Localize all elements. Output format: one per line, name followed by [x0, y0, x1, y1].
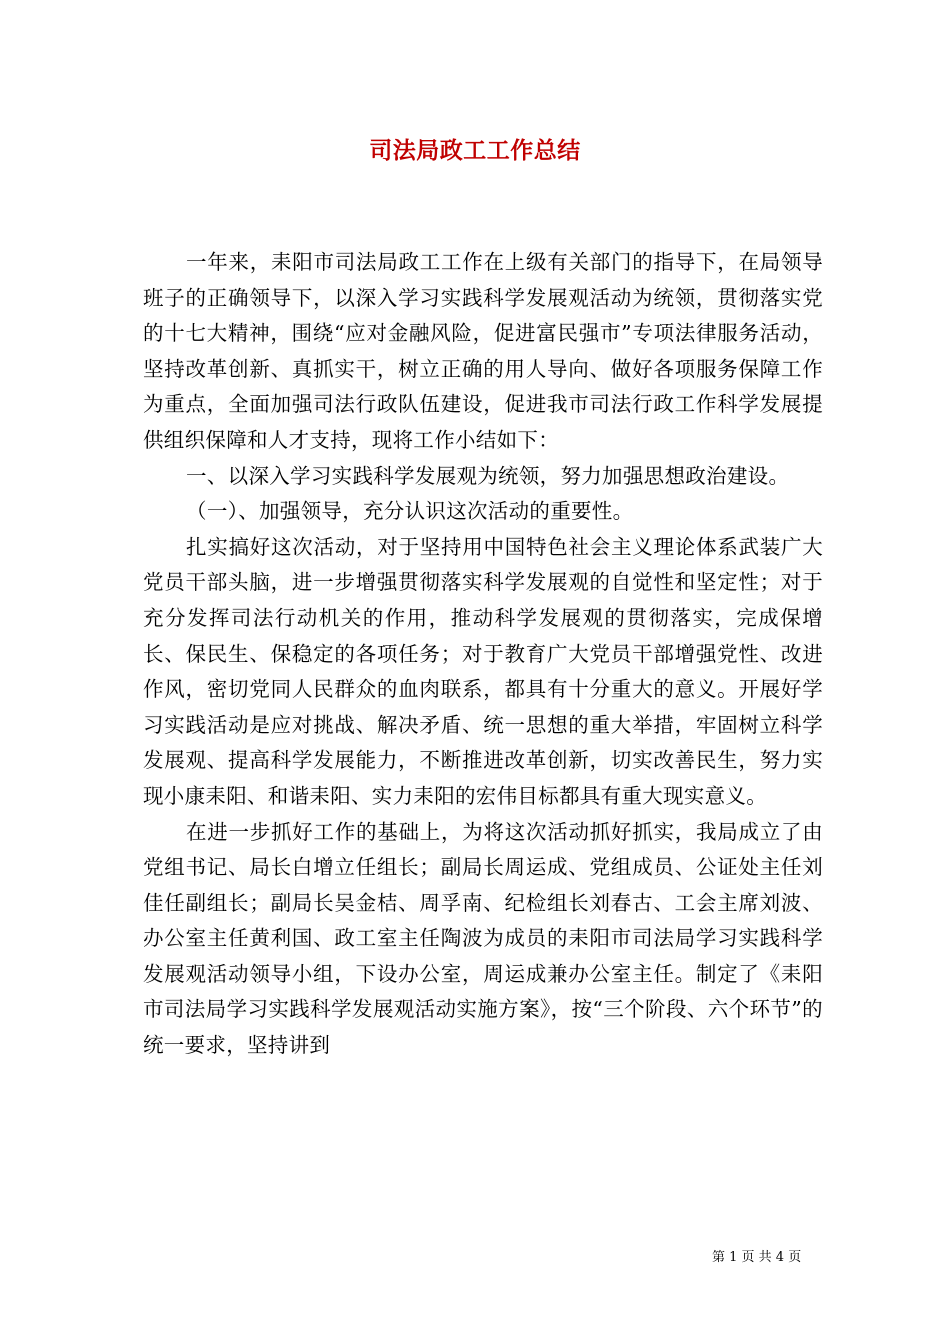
paragraph-intro: 一年来，耒阳市司法局政工工作在上级有关部门的指导下，在局领导班子的正确领导下，以深入学习实践科学发展观活动为统领，贯彻落实党的十七大精神，围绕“应对金融风险，促进富民强市”专项法律服务活动，坚持改革创新、真抓实干，树立正确的用人导向、做好各项服务保障工作为重点，全面加强司法行政队伍建设，促进我市司法行政工作科学发展提供组织保障和人才支持，现将工作小结如下：: [143, 250, 823, 452]
page-number-footer: 第 1 页 共 4 页: [712, 1250, 802, 1265]
document-body: [143, 245, 823, 1064]
paragraph-leadership-group: 在进一步抓好工作的基础上，为将这次活动抓好抓实，我局成立了由党组书记、局长白增立任组长；副局长周运成、党组成员、公证处主任刘佳任副组长；副局长吴金桔、周孚南、纪检组长刘春古、工会主席刘波、办公室主任黄利国、政工室主任陶波为成员的耒阳市司法局学习实践科学发展观活动领导小组，下设办公室，周运成兼办公室主任。制定了《耒阳市司法局学习实践科学发展观活动实施方案》，按“三个阶段、六个环节”的统一要求，坚持讲到: [143, 819, 823, 1058]
paragraph-significance: 扎实搞好这次活动，对于坚持用中国特色社会主义理论体系武装广大党员干部头脑，进一步增强贯彻落实科学发展观的自觉性和坚定性；对于充分发挥司法行动机关的作用，推动科学发展观的贯彻落实，完成保增长、保民生、保稳定的各项任务；对于教育广大党员干部增强党性、改进作风，密切党同人民群众的血肉联系，都具有十分重大的意义。开展好学习实践活动是应对挑战、解决矛盾、统一思想的重大举措，牢固树立科学发展观、提高科学发展能力，不断推进改革创新，切实改善民生，努力实现小康耒阳、和谐耒阳、实力耒阳的宏伟目标都具有重大现实意义。: [143, 534, 823, 808]
document-title: 司法局政工工作总结: [369, 137, 581, 164]
subsection-heading-1: （一）、加强领导，充分认识这次活动的重要性。: [186, 499, 634, 524]
section-heading-1: 一、以深入学习实践科学发展观为统领，努力加强思想政治建设。: [186, 463, 790, 488]
